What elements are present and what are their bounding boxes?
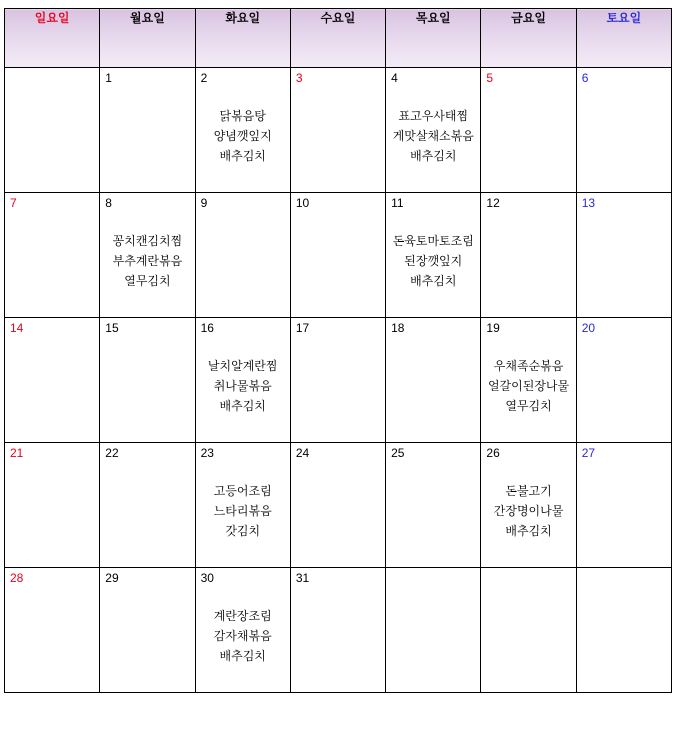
calendar-week-row bbox=[5, 318, 672, 443]
day-number: 25 bbox=[391, 446, 405, 460]
calendar-day-cell[interactable] bbox=[576, 318, 671, 443]
calendar-day-cell[interactable] bbox=[290, 443, 385, 568]
menu-item: 열무김치 bbox=[124, 274, 171, 288]
calendar-week-row bbox=[5, 68, 672, 193]
day-number: 29 bbox=[105, 571, 119, 585]
day-number: 4 bbox=[391, 71, 398, 85]
calendar-day-cell[interactable] bbox=[5, 568, 100, 693]
menu-item: 배추김치 bbox=[410, 274, 457, 288]
day-number: 1 bbox=[105, 71, 112, 85]
menu-item: 배추김치 bbox=[410, 149, 457, 163]
calendar-day-cell[interactable] bbox=[195, 568, 290, 693]
day-number: 8 bbox=[105, 196, 112, 210]
calendar-day-cell[interactable] bbox=[481, 568, 576, 693]
menu-list bbox=[481, 356, 575, 416]
calendar-day-cell[interactable] bbox=[100, 193, 195, 318]
menu-item: 우채족순볶음 bbox=[493, 359, 564, 373]
day-number: 12 bbox=[486, 196, 500, 210]
calendar-day-cell[interactable] bbox=[386, 568, 481, 693]
menu-item: 느타리볶음 bbox=[213, 504, 272, 518]
calendar-day-cell[interactable] bbox=[386, 318, 481, 443]
calendar-day-cell[interactable] bbox=[576, 68, 671, 193]
calendar-week-row bbox=[5, 568, 672, 693]
menu-list bbox=[386, 231, 480, 291]
menu-item: 닭볶음탕 bbox=[219, 109, 266, 123]
day-number: 6 bbox=[581, 71, 589, 85]
calendar-body bbox=[5, 68, 672, 693]
weekday-header-row bbox=[5, 9, 672, 68]
menu-item: 게맛살채소볶음 bbox=[392, 129, 474, 143]
calendar-day-cell[interactable] bbox=[481, 68, 576, 193]
weekday-header-4: 목요일 bbox=[386, 9, 481, 68]
calendar-header-row bbox=[5, 9, 672, 68]
calendar-day-cell[interactable] bbox=[386, 68, 481, 193]
day-number: 20 bbox=[581, 321, 596, 335]
day-number: 22 bbox=[105, 446, 119, 460]
menu-item: 양념깻잎지 bbox=[213, 129, 272, 143]
menu-item: 갓김치 bbox=[225, 524, 261, 538]
meal-calendar-table bbox=[4, 8, 672, 693]
day-number: 15 bbox=[105, 321, 119, 335]
calendar-day-cell[interactable] bbox=[100, 568, 195, 693]
calendar-day-cell[interactable] bbox=[100, 318, 195, 443]
menu-item: 얼갈이된장나물 bbox=[487, 379, 570, 393]
calendar-day-cell[interactable] bbox=[5, 68, 100, 193]
weekday-header-1: 월요일 bbox=[100, 9, 195, 68]
day-number: 31 bbox=[295, 571, 310, 585]
day-number: 30 bbox=[200, 571, 214, 585]
menu-item: 돈불고기 bbox=[505, 484, 552, 498]
day-number: 10 bbox=[295, 196, 310, 210]
day-number: 19 bbox=[486, 321, 500, 335]
menu-item: 열무김치 bbox=[505, 399, 552, 413]
menu-list bbox=[196, 481, 290, 541]
day-number: 14 bbox=[10, 321, 24, 335]
menu-list bbox=[386, 106, 480, 166]
calendar-day-cell[interactable] bbox=[195, 68, 290, 193]
day-number: 3 bbox=[295, 71, 303, 85]
day-number: 5 bbox=[486, 71, 494, 85]
day-number: 9 bbox=[200, 196, 208, 210]
day-number: 11 bbox=[391, 196, 404, 210]
menu-item: 고등어조림 bbox=[213, 484, 272, 498]
day-number: 21 bbox=[10, 446, 24, 460]
menu-list bbox=[196, 606, 290, 666]
menu-item: 배추김치 bbox=[505, 524, 552, 538]
day-number: 24 bbox=[295, 446, 310, 460]
menu-item: 꽁치캔김치찜 bbox=[112, 234, 183, 248]
calendar-day-cell[interactable] bbox=[100, 68, 195, 193]
menu-item: 계란장조림 bbox=[213, 609, 272, 623]
calendar-day-cell[interactable] bbox=[290, 193, 385, 318]
weekday-header-3: 수요일 bbox=[290, 9, 385, 68]
menu-list bbox=[481, 481, 575, 541]
weekday-header-2: 화요일 bbox=[195, 9, 290, 68]
menu-item: 돈육토마토조림 bbox=[392, 234, 474, 248]
menu-item: 감자채볶음 bbox=[213, 629, 272, 643]
menu-item: 배추김치 bbox=[219, 399, 266, 413]
calendar-week-row bbox=[5, 193, 672, 318]
day-number: 2 bbox=[200, 71, 208, 85]
calendar-day-cell[interactable] bbox=[576, 568, 671, 693]
calendar-day-cell[interactable] bbox=[576, 193, 671, 318]
calendar-day-cell[interactable] bbox=[481, 193, 576, 318]
day-number: 18 bbox=[391, 321, 405, 335]
day-number: 28 bbox=[10, 571, 24, 585]
weekday-header-6: 토요일 bbox=[576, 9, 671, 68]
menu-item: 배추김치 bbox=[219, 149, 266, 163]
calendar-day-cell[interactable] bbox=[290, 568, 385, 693]
weekday-header-0: 일요일 bbox=[5, 9, 100, 68]
day-number: 16 bbox=[200, 321, 214, 335]
calendar-day-cell[interactable] bbox=[5, 318, 100, 443]
day-number: 27 bbox=[581, 446, 596, 460]
calendar-day-cell[interactable] bbox=[195, 443, 290, 568]
calendar-day-cell[interactable] bbox=[290, 68, 385, 193]
menu-item: 표고우사태찜 bbox=[398, 109, 469, 123]
menu-item: 취나물볶음 bbox=[213, 379, 272, 393]
calendar-day-cell[interactable] bbox=[386, 443, 481, 568]
day-number: 23 bbox=[200, 446, 214, 460]
calendar-day-cell[interactable] bbox=[5, 193, 100, 318]
menu-item: 된장깻잎지 bbox=[404, 254, 463, 268]
menu-list bbox=[196, 106, 290, 166]
calendar-day-cell[interactable] bbox=[5, 443, 100, 568]
calendar-day-cell[interactable] bbox=[100, 443, 195, 568]
calendar-day-cell[interactable] bbox=[290, 318, 385, 443]
weekday-header-5: 금요일 bbox=[481, 9, 576, 68]
day-number: 7 bbox=[10, 196, 17, 210]
calendar-day-cell[interactable] bbox=[481, 318, 576, 443]
calendar-week-row bbox=[5, 443, 672, 568]
calendar-day-cell[interactable] bbox=[195, 318, 290, 443]
day-number: 13 bbox=[581, 196, 596, 210]
menu-item: 부추계란볶음 bbox=[112, 254, 183, 268]
menu-item: 배추김치 bbox=[219, 649, 266, 663]
menu-list bbox=[196, 356, 290, 416]
day-number: 26 bbox=[486, 446, 500, 460]
calendar-day-cell[interactable] bbox=[481, 443, 576, 568]
menu-list bbox=[100, 231, 194, 291]
calendar-day-cell[interactable] bbox=[386, 193, 481, 318]
day-number: 17 bbox=[295, 321, 310, 335]
menu-item: 날치알계란찜 bbox=[207, 359, 278, 373]
calendar-day-cell[interactable] bbox=[195, 193, 290, 318]
menu-item: 간장명이나물 bbox=[493, 504, 564, 518]
calendar-day-cell[interactable] bbox=[576, 443, 671, 568]
